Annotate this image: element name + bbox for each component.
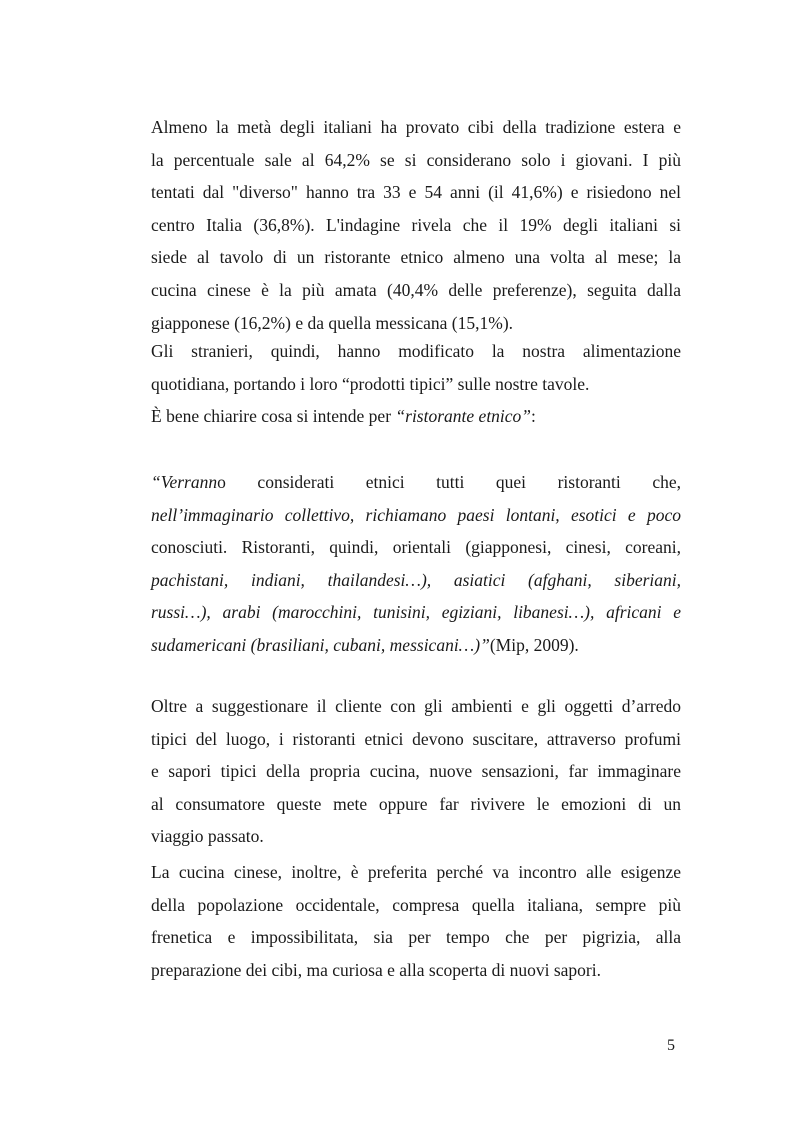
- text-line: al consumatore queste mete oppure far rivivere le emozioni di un: [151, 793, 681, 814]
- text-line: tentati dal "diverso" hanno tra 33 e 54 anni (il 41,6%) e risiedono nel: [151, 182, 681, 203]
- text-line: [151, 499, 681, 532]
- text-line: [151, 564, 681, 597]
- italic-segment: “Verrann: [151, 472, 218, 492]
- text-line: siede al tavolo di un ristorante etnico almeno una volta al mese; la: [151, 247, 681, 268]
- text-segment: È bene chiarire cosa si intende per: [151, 406, 396, 426]
- text-line: preparazione dei cibi, ma curiosa e alla scoperta di nuovi sapori.: [151, 959, 601, 980]
- text-line: e sapori tipici della propria cucina, nuove sensazioni, far immaginare: [151, 761, 681, 782]
- text-line: Oltre a suggestionare il cliente con gli ambienti e gli oggetti d’arredo: [151, 696, 681, 716]
- paragraph-survey-statistics: [151, 111, 681, 339]
- paragraph-definition-intro: [151, 400, 681, 433]
- text-line: frenetica e impossibilitata, sia per tempo che per pigrizia, alla: [151, 927, 681, 948]
- text-line: [151, 466, 681, 499]
- text-line: [151, 400, 681, 433]
- text-line: [151, 531, 681, 564]
- text-line: centro Italia (36,8%). L'indagine rivela che il 19% degli italiani si: [151, 214, 681, 235]
- text-line: tipici del luogo, i ristoranti etnici devono suscitare, attraverso profumi: [151, 728, 681, 749]
- text-line: della popolazione occidentale, compresa quella italiana, sempre più: [151, 894, 681, 915]
- text-line: [151, 596, 681, 629]
- paragraph-chinese-cuisine: [151, 856, 681, 986]
- italic-segment: nell’immaginario collettivo, richiamano paesi lontani, esotici e poco: [151, 504, 681, 525]
- paragraph-ambience: [151, 690, 681, 853]
- quotation-block: [151, 466, 681, 662]
- italic-term: “ristorante etnico”: [395, 406, 532, 426]
- text-line: Almeno la metà degli italiani ha provato cibi della tradizione estera e: [151, 117, 681, 137]
- text-line: la percentuale sale al 64,2% se si considerano solo i giovani. I più: [151, 149, 681, 170]
- text-line: giapponese (16,2%) e da quella messicana (15,1%).: [151, 312, 514, 333]
- text-line: quotidiana, portando i loro “prodotti tipici” sulle nostre tavole.: [151, 373, 590, 394]
- italic-segment: pachistani, indiani, thailandesi…), asiatici (afghani, siberiani,: [151, 569, 681, 590]
- text-line: cucina cinese è la più amata (40,4% delle preferenze), seguita dalla: [151, 279, 681, 300]
- text-segment: :: [531, 406, 536, 426]
- text-line: [151, 629, 681, 662]
- text-line: Gli stranieri, quindi, hanno modificato la nostra alimentazione: [151, 341, 681, 361]
- citation: (Mip, 2009).: [489, 634, 579, 655]
- paragraph-foreigners-influence: [151, 335, 681, 400]
- page-number: 5: [667, 1037, 675, 1054]
- text-line: La cucina cinese, inoltre, è preferita perché va incontro alle esigenze: [151, 862, 681, 882]
- italic-segment: russi…), arabi (marocchini, tunisini, egiziani, libanesi…), africani e: [151, 602, 681, 623]
- text-segment: o considerati etnici tutti quei ristoranti che,: [217, 472, 681, 492]
- text-line: viaggio passato.: [151, 826, 264, 847]
- text-segment: conosciuti. Ristoranti, quindi, orientali (giapponesi, cinesi, coreani,: [151, 537, 681, 558]
- italic-segment: sudamericani (brasiliani, cubani, messicani…)”: [151, 634, 490, 655]
